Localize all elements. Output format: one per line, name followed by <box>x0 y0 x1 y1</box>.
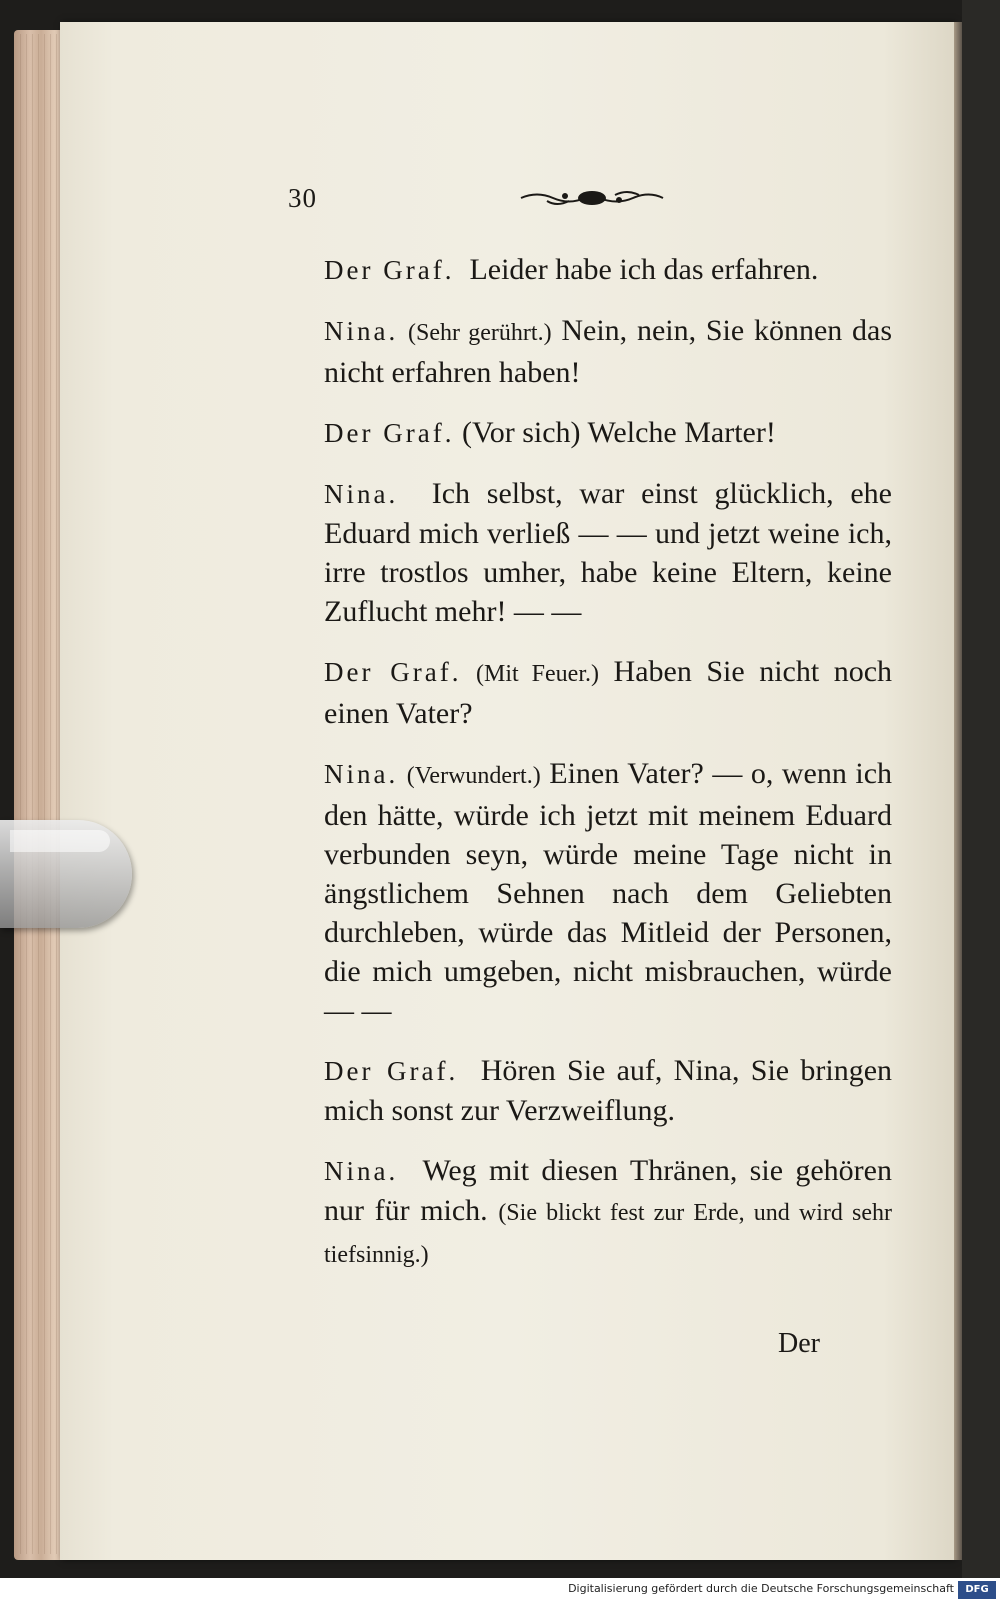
stage-direction: (Verwundert.) <box>406 763 541 789</box>
dialogue-entry <box>272 652 892 733</box>
page-number: 30 <box>288 182 317 213</box>
dialogue-text: Ich selbst, war einst glücklich, ehe Eduard mich verließ — — und jetzt weine ich, irre trostlos umher, habe keine Eltern, keine Zuflucht mehr! — — <box>324 477 893 628</box>
stage-direction: (Sehr gerührt.) <box>408 320 552 346</box>
stage-direction: (Vor sich) <box>461 416 581 449</box>
dialogue-text: Haben Sie nicht noch einen Vater? <box>324 655 893 730</box>
dialogue-text: Weg mit diesen Thränen, sie gehören nur für mich. <box>324 1154 892 1227</box>
dialogue-entry <box>272 474 892 631</box>
speaker-name: Der Graf. <box>324 1056 459 1086</box>
speaker-name: Nina. <box>324 316 399 346</box>
speaker-name: Nina. <box>324 759 399 789</box>
dialogue-entry <box>272 311 892 392</box>
dialogue-entry <box>272 1151 892 1275</box>
page-gutter-shadow <box>954 22 962 1560</box>
dialogue-text: Einen Vater? — o, wenn ich den hätte, würde ich jetzt mit meinem Eduard verbunden seyn, würde meine Tage nicht in ängstlichem Sehnen nach dem Geliebten durchleben, würde das Mitleid der Personen, die mich umgeben, nicht misbrauchen, würde — — <box>324 757 893 1027</box>
dialogue-text: Nein, nein, Sie können das nicht erfahren haben! <box>324 314 893 389</box>
dialogue-entry <box>272 250 892 290</box>
stage-direction: (Sie blickt fest zur Erde, und wird sehr tiefsinnig.) <box>324 1200 892 1268</box>
speaker-name: Der Graf. <box>324 255 455 285</box>
dialogue-text: Leider habe ich das erfahren. <box>469 253 819 286</box>
speaker-name: Der Graf. <box>324 418 455 448</box>
page-header <box>272 176 892 220</box>
speaker-name: Der Graf. <box>324 657 462 687</box>
speaker-name: Nina. <box>324 479 399 509</box>
dialogue-entry <box>272 754 892 1030</box>
dialogue-text: Welche Marter! <box>587 416 776 449</box>
scan-background-right <box>962 0 1000 1604</box>
catchword: Der <box>778 1328 820 1359</box>
credit-text: Digitalisierung gefördert durch die Deutsche Forschungsgemeinschaft <box>568 1582 954 1595</box>
dialogue-entry <box>272 413 892 453</box>
ornament-icon <box>517 187 667 209</box>
page-text-block <box>272 176 892 1275</box>
dialogue-entry <box>272 1051 892 1130</box>
page-clamp-highlight <box>10 830 110 852</box>
speaker-name: Nina. <box>324 1156 399 1186</box>
dialogue-text: Hören Sie auf, Nina, Sie bringen mich sonst zur Verzweiflung. <box>324 1054 893 1127</box>
stage-direction: (Mit Feuer.) <box>476 661 599 687</box>
dfg-logo: DFG <box>958 1581 996 1599</box>
